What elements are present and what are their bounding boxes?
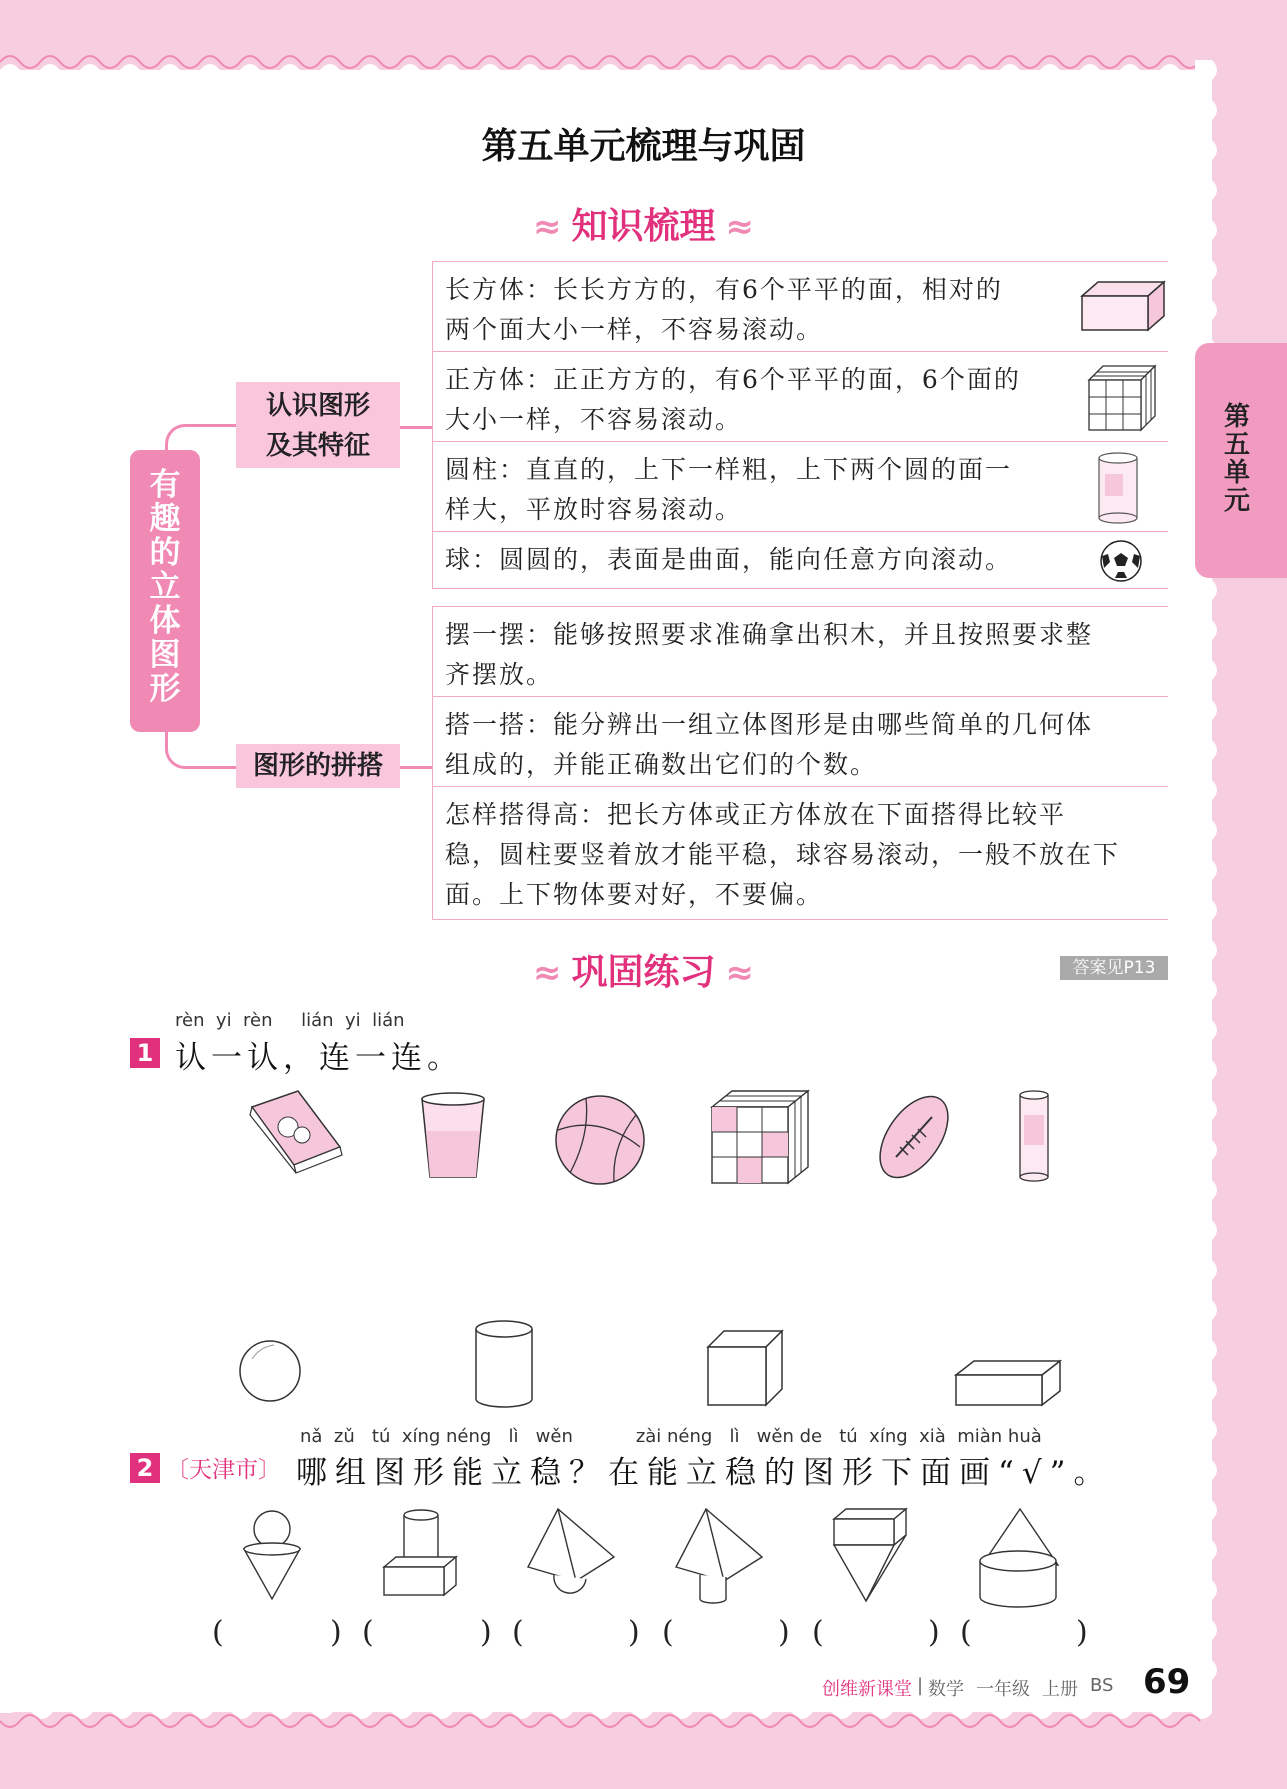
q2-shape-groups <box>230 1505 1090 1615</box>
section-knowledge-header <box>0 198 1287 249</box>
row-text-line: 摆一摆：能够按照要求准确拿出积木，并且按照要求整 <box>445 620 1094 649</box>
row-text-line: 搭一搭：能分辨出一组立体图形是由哪些简单的几何体 <box>445 710 1094 739</box>
answer-paren-open[interactable]: ( <box>960 1615 972 1650</box>
page-number: 69 <box>1143 1662 1191 1702</box>
answer-paren-open[interactable]: ( <box>662 1615 674 1650</box>
building-row-arrange <box>432 606 1168 698</box>
cuboid-icon <box>1078 276 1168 336</box>
row-text-line: 圆柱：直直的，上下一样粗，上下两个圆的面一 <box>445 455 1013 484</box>
q1-objects-row <box>240 1085 1180 1185</box>
answer-paren-close[interactable]: ) <box>1076 1615 1088 1650</box>
row-text-line: 齐摆放。 <box>445 660 554 689</box>
cylinder-shape-icon[interactable] <box>476 1321 532 1407</box>
footer-edition: BS <box>1090 1675 1114 1696</box>
branch-shape-features <box>236 382 400 468</box>
page-title: 第五单元梳理与巩固 <box>481 126 806 167</box>
footer-volume: 上册 <box>1042 1679 1078 1700</box>
answer-paren-open[interactable]: ( <box>212 1615 224 1650</box>
answer-paren-close[interactable]: ) <box>778 1615 790 1650</box>
cube-icon <box>1085 362 1160 432</box>
branch-label: 及其特征 <box>265 431 370 461</box>
book-icon[interactable] <box>250 1091 342 1173</box>
bottom-wave-border <box>0 1695 1287 1735</box>
branch-label: 图形的拼搭 <box>252 751 383 781</box>
row-text-line: 球：圆圆的，表面是曲面，能向任意方向滚动。 <box>445 545 1013 574</box>
right-wave-border <box>1195 60 1225 1710</box>
feature-row-sphere <box>432 531 1168 589</box>
answer-paren-open[interactable]: ( <box>512 1615 524 1650</box>
wave-deco-icon: ≈ <box>725 953 754 993</box>
cone-on-cylinder-icon <box>980 1509 1058 1607</box>
building-row-stack <box>432 696 1168 788</box>
q2-region-tag: 〔天津市〕 <box>166 1457 281 1483</box>
row-text-line: 组成的，并能正确数出它们的个数。 <box>445 750 878 779</box>
ball-icon[interactable] <box>556 1096 644 1184</box>
footer-subject: 数学 <box>928 1679 964 1700</box>
row-text-line: 长方体：长长方方的，有6个平平的面，相对的 <box>445 275 1003 304</box>
tube-icon[interactable] <box>1020 1091 1048 1181</box>
section-knowledge-title: 知识梳理 <box>571 206 716 247</box>
q2-pinyin: nǎ zǔ tú xíng néng lì wěn zài néng lì wěn de tú xíng xià miàn huà <box>300 1426 1042 1447</box>
feature-row-cube <box>432 351 1168 443</box>
soccer-ball-icon <box>1098 538 1144 584</box>
row-text-line: 大小一样，不容易滚动。 <box>445 405 743 434</box>
row-text-line: 稳，圆柱要竖着放才能平稳，球容易滚动，一般不放在下 <box>445 840 1121 869</box>
mindmap-root-label: 有趣的立体图形 <box>149 467 181 707</box>
sphere-icon[interactable] <box>240 1341 300 1401</box>
top-wave-border <box>0 40 1287 90</box>
q1-number-badge: 1 <box>130 1038 160 1068</box>
answer-reference-badge: 答案见P13 <box>1060 956 1168 980</box>
feature-row-cylinder <box>432 441 1168 533</box>
section-practice-title: 巩固练习 <box>571 952 716 993</box>
answer-paren-open[interactable]: ( <box>812 1615 824 1650</box>
feature-row-cuboid <box>432 261 1168 353</box>
wave-deco-icon: ≈ <box>532 953 562 993</box>
mindmap-root <box>130 450 200 732</box>
q1-text: 认一认，连一连。 <box>175 1040 463 1076</box>
row-text-line: 怎样搭得高：把长方体或正方体放在下面搭得比较平 <box>445 800 1067 829</box>
pyramid-on-ball-icon <box>528 1509 614 1593</box>
q2-number-badge: 2 <box>130 1453 160 1483</box>
row-text-line: 正方体：正正方方的，有6个平平的面，6个面的 <box>445 365 1021 394</box>
q1-pinyin: rèn yi rèn lián yi lián <box>175 1010 405 1031</box>
q1-shapes-row <box>230 1315 1070 1415</box>
unit-side-tab-label: 第五单元 <box>1223 402 1250 516</box>
building-row-tall <box>432 786 1168 920</box>
rubik-cube-icon[interactable] <box>712 1091 808 1183</box>
footer-separator: | <box>917 1675 924 1696</box>
unit-side-tab[interactable] <box>1195 343 1287 578</box>
answer-paren-close[interactable]: ) <box>928 1615 940 1650</box>
footer-brand: 创维新课堂 <box>822 1679 912 1700</box>
cup-icon[interactable] <box>422 1093 484 1177</box>
branch-shape-building <box>236 744 400 788</box>
cube-on-pyramid-icon <box>834 1509 906 1601</box>
pyramid-on-cylinder-icon <box>676 1509 762 1603</box>
row-text-line: 样大，平放时容易滚动。 <box>445 495 743 524</box>
wave-deco-icon: ≈ <box>725 207 754 247</box>
q2-text: 哪组图形能立稳？在能立稳的图形下面画“√”。 <box>296 1455 1113 1491</box>
footer-grade: 一年级 <box>976 1679 1030 1700</box>
answer-paren-close[interactable]: ) <box>330 1615 342 1650</box>
branch-label: 认识图形 <box>265 391 370 421</box>
answer-paren-close[interactable]: ) <box>628 1615 640 1650</box>
row-text-line: 两个面大小一样，不容易滚动。 <box>445 315 824 344</box>
connector-line <box>165 730 242 769</box>
cone-with-ball-icon <box>244 1511 300 1599</box>
answer-paren-close[interactable]: ) <box>480 1615 492 1650</box>
cube-shape-icon[interactable] <box>708 1331 782 1405</box>
answer-paren-open[interactable]: ( <box>362 1615 374 1650</box>
wave-deco-icon: ≈ <box>532 207 562 247</box>
connector-line <box>400 426 432 429</box>
cuboid-shape-icon[interactable] <box>956 1361 1060 1405</box>
row-text-line: 面。上下物体要对好，不要偏。 <box>445 880 824 909</box>
rugby-ball-icon[interactable] <box>866 1085 961 1185</box>
connector-line <box>400 766 432 769</box>
cylinder-on-cuboid-icon <box>384 1510 456 1595</box>
cylinder-icon <box>1093 450 1143 526</box>
